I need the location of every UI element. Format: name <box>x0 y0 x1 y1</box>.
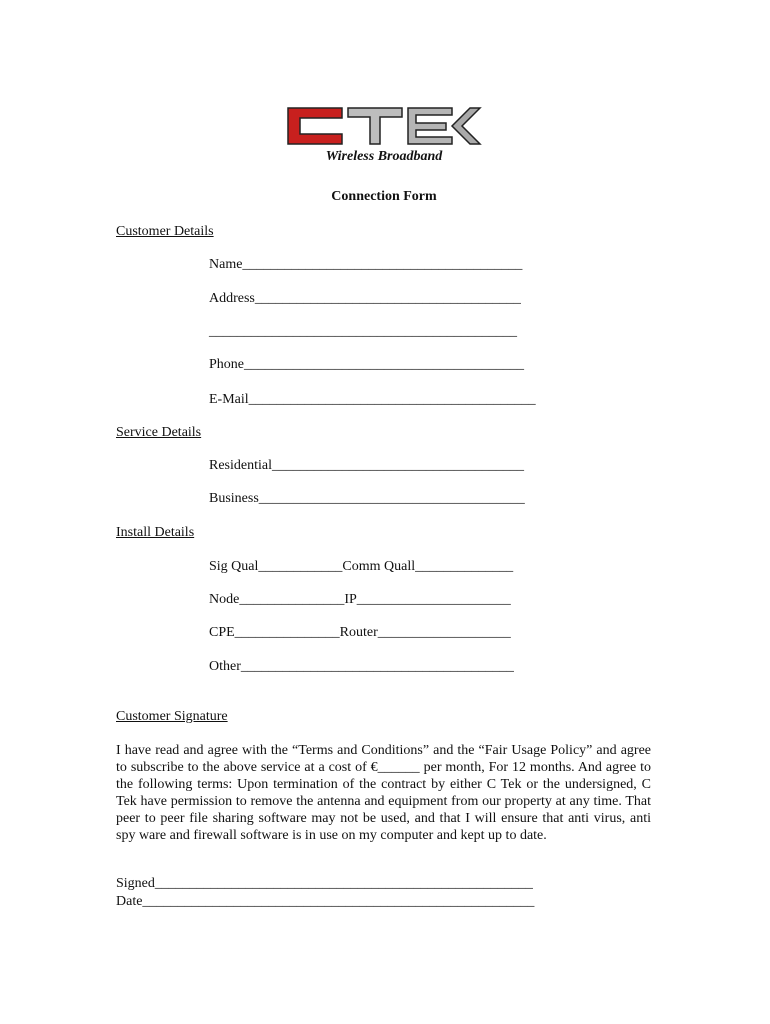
sig-qual-comm-qual-field[interactable]: Sig Qual____________Comm Quall______________ <box>209 559 514 574</box>
address-field[interactable]: Address______________________________________ <box>209 291 521 306</box>
terms-paragraph: I have read and agree with the “Terms and Conditions” and the “Fair Usage Policy” and agree to subscribe to the above service at a cost of €______ per month, For 12 months. And agree to the following terms: Upon termination of the contract by either C Tek or the undersigned, C Tek have permission to remove the antenna and equipment from our property at any time. That peer to peer file sharing software may not be used, and that I will ensure that anti virus, anti spy ware and firewall software is in use on my computer and kept up to date. <box>116 743 651 843</box>
customer-details-heading: Customer Details <box>116 224 214 239</box>
residential-field[interactable]: Residential____________________________________ <box>209 458 524 473</box>
other-field[interactable]: Other_______________________________________ <box>209 659 514 674</box>
service-details-heading: Service Details <box>116 425 202 440</box>
phone-field[interactable]: Phone________________________________________ <box>209 357 524 372</box>
date-field[interactable]: Date________________________________________________________ <box>116 894 535 909</box>
email-field[interactable]: E-Mail_________________________________________ <box>209 392 536 407</box>
customer-signature-heading: Customer Signature <box>116 709 228 724</box>
business-field[interactable]: Business______________________________________ <box>209 491 525 506</box>
signed-field[interactable]: Signed______________________________________________________ <box>116 876 533 891</box>
form-title: Connection Form <box>331 189 437 204</box>
install-details-heading: Install Details <box>116 525 195 540</box>
name-field[interactable]: Name________________________________________ <box>209 257 523 272</box>
tagline: Wireless Broadband <box>325 149 443 164</box>
address-line2-field[interactable]: ____________________________________________ <box>209 324 517 339</box>
cpe-router-field[interactable]: CPE_______________Router___________________ <box>209 625 511 640</box>
node-ip-field[interactable]: Node_______________IP______________________ <box>209 592 511 607</box>
ctek-logo <box>286 104 482 148</box>
